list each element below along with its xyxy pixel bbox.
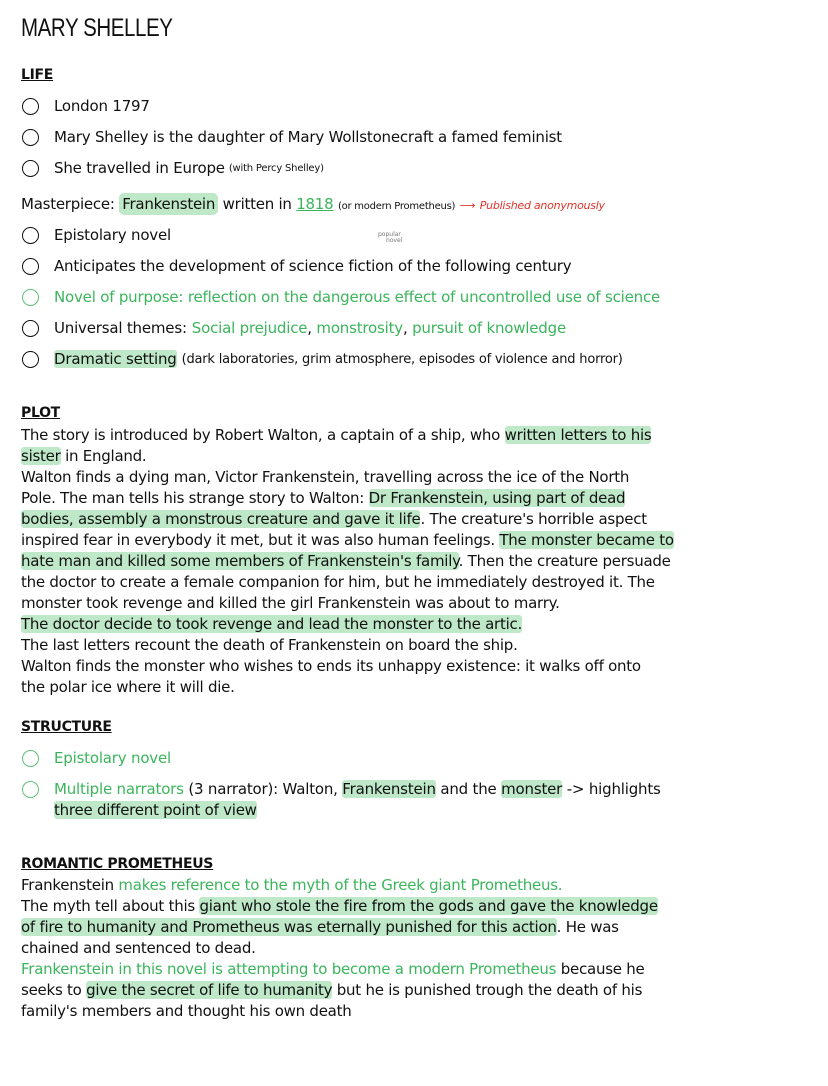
plot-line [21,426,651,444]
written-in-text: written in [222,195,292,213]
plot-text: inspired fear in everybody it met, but it was also human feelings. [21,531,500,549]
bullet-circle-icon [22,98,39,115]
bullet-circle-icon [22,160,39,177]
dramatic-setting: Dramatic setting [54,350,177,368]
plot-highlight: The monster became to [499,531,674,549]
plot-line: monster took revenge and killed the girl Frankenstein was about to marry. [21,594,560,612]
romantic-text: The myth tell about this [21,897,200,915]
popular-note-line: novel [386,237,403,244]
romantic-text: seeks to [21,981,87,999]
narrator-highlight: monster [501,780,563,798]
narrator-highlight: Frankenstein [342,780,436,798]
masterpiece-label: Masterpiece: [21,195,115,213]
romantic-highlight: giant who stole the fire from the gods and gave the knowledge [199,897,658,915]
romantic-text: Frankenstein [21,876,114,894]
plot-heading: PLOT [21,405,60,421]
bullet-circle-icon [22,289,39,306]
bullet-circle-icon [22,750,39,767]
list-item [22,128,562,146]
point-of-view-highlight: three different point of view [54,801,257,819]
bullet-circle-icon [22,227,39,244]
list-item-text: Novel of purpose: reflection on the dangerous effect of uncontrolled use of science [54,288,661,306]
travel-note: (with Percy Shelley) [228,162,324,174]
list-item-text: London 1797 [54,97,150,115]
plot-line [21,447,146,465]
plot-line [21,489,625,507]
list-item [22,97,150,115]
romantic-line: chained and sentenced to dead. [21,939,256,957]
structure-heading: STRUCTURE [21,719,112,735]
list-item-text: Epistolary novel [54,749,171,767]
page-title: MARY SHELLEY [21,14,173,42]
romantic-text: because he [556,960,645,978]
plot-highlight: The doctor decide to took revenge and lead the monster to the artic. [21,615,523,633]
romantic-line [21,897,658,915]
romantic-green: Frankenstein in this novel is attempting to become a modern Prometheus [21,960,557,978]
list-item [22,780,661,798]
dramatic-detail: (dark laboratories, grim atmosphere, episodes of violence and horror) [181,351,623,367]
theme: monstrosity [316,319,403,337]
romantic-line [21,981,642,999]
list-item [22,257,571,275]
plot-line: the doctor to create a female companion for him, but he immediately destroyed it. The [21,573,655,591]
masterpiece-line [21,195,605,213]
popular-novel-note [378,232,402,244]
plot-line [21,615,522,633]
romantic-highlight: of fire to humanity and Prometheus was eternally punished for this action [21,918,557,936]
theme: pursuit of knowledge [412,319,566,337]
alternative-title: (or modern Prometheus) [337,201,456,212]
romantic-line [21,876,562,894]
romantic-line [21,918,619,936]
masterpiece-title: Frankenstein [119,193,218,215]
plot-highlight: Dr Frankenstein, using part of dead [368,489,626,507]
plot-highlight: bodies, assembly a monstrous creature and gave it life [21,510,421,528]
plot-text: in England. [60,447,147,465]
plot-text: Pole. The man tells his strange story to Walton: [21,489,369,507]
plot-line [21,552,671,570]
plot-highlight: written letters to his [504,426,652,444]
romantic-line [21,960,645,978]
list-item-text: Anticipates the development of science fiction of the following century [54,257,572,275]
list-item [22,159,324,177]
narrators-text: (3 narrator): Walton, [183,780,343,798]
plot-highlight: hate man and killed some members of Frankenstein's family [21,552,459,570]
publication-year: 1818 [296,195,334,213]
plot-line: Walton finds the monster who wishes to ends its unhappy existence: it walks off onto [21,657,641,675]
list-item [22,749,171,767]
bullet-circle-icon [22,258,39,275]
plot-line: Walton finds a dying man, Victor Frankenstein, travelling across the ice of the North [21,468,630,486]
list-item [22,226,171,244]
plot-line: The last letters recount the death of Frankenstein on board the ship. [21,636,518,654]
plot-highlight: sister [21,447,61,465]
structure-continuation [54,801,257,819]
popular-note-line: popular [378,231,401,238]
plot-line [21,531,674,549]
theme: Social prejudice [191,319,308,337]
romantic-highlight: give the secret of life to humanity [86,981,333,999]
list-item [22,350,623,368]
bullet-circle-icon [22,351,39,368]
arrow-icon: ⟶ [459,199,476,212]
bullet-circle-icon [22,320,39,337]
list-item-text: Epistolary novel [54,226,171,244]
life-heading: LIFE [21,67,54,83]
plot-line [21,510,647,528]
list-item-text: Mary Shelley is the daughter of Mary Wollstonecraft a famed feminist [54,128,562,146]
plot-line: the polar ice where it will die. [21,678,235,696]
romantic-prometheus-heading: ROMANTIC PROMETHEUS [21,856,214,872]
narrators-text: and the [435,780,502,798]
romantic-line: family's members and thought his own death [21,1002,352,1020]
romantic-green: makes reference to the myth of the Greek giant Prometheus. [113,876,563,894]
plot-text: . Then the creature persuade [458,552,671,570]
universal-label: Universal themes: [54,319,187,337]
romantic-text: . He was [556,918,619,936]
plot-text: The story is introduced by Robert Walton, a captain of a ship, who [21,426,505,444]
bullet-circle-icon [22,781,39,798]
list-item [22,288,660,306]
list-item: Universal themes: Social prejudice , monstrosity , pursuit of knowledge [22,319,566,337]
published-note: Published anonymously [479,199,605,212]
list-item-text: She travelled in Europe [54,159,225,177]
narrators-label: Multiple narrators [54,780,184,798]
plot-text: . The creature's horrible aspect [420,510,647,528]
bullet-circle-icon [22,129,39,146]
narrators-text: -> highlights [562,780,661,798]
romantic-text: but he is punished trough the death of his [332,981,643,999]
